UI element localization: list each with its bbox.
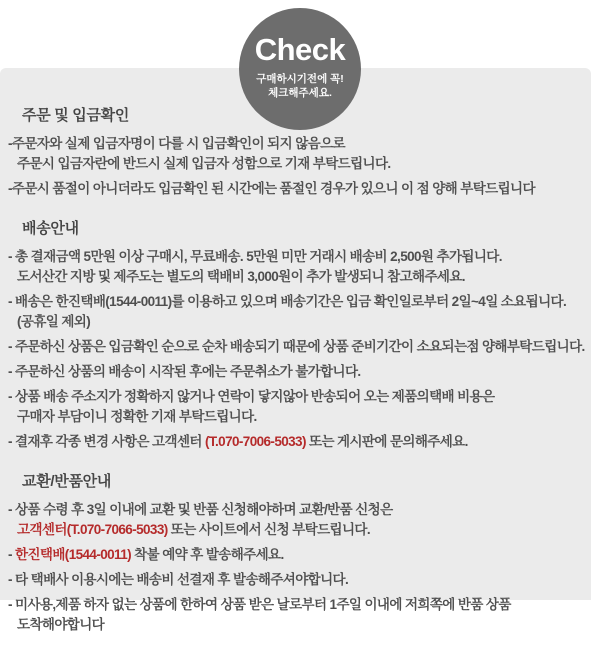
phone-number-highlight: 한진택배(1544-0011) <box>15 547 132 562</box>
notice-text: -주문자와 실제 입금자명이 다를 시 입금확인이 되지 않음으로 <box>8 136 345 151</box>
notice-line <box>8 545 596 565</box>
notice-text: 도서산간 지방 및 제주도는 별도의 택배비 3,000원이 추가 발생되니 참고해주세요. <box>17 269 465 284</box>
notice-text: - 상품 배송 주소지가 정확하지 않거나 연락이 닿지않아 반송되어 오는 제품의택배 비용은 <box>8 389 495 404</box>
notice-item <box>8 292 596 332</box>
notice-section-order-payment <box>8 104 596 199</box>
notice-section-shipping <box>8 217 596 452</box>
notice-item <box>8 595 596 635</box>
notice-text: -주문시 품절이 아니더라도 입금확인 된 시간에는 품절인 경우가 있으니 이 점 양해 부탁드립니다 <box>8 181 535 196</box>
section-heading-order-payment: 주문 및 입금확인 <box>22 107 130 124</box>
notice-section-exchange-return <box>8 470 596 635</box>
notice-item <box>8 362 596 382</box>
notice-line <box>8 362 596 382</box>
notice-text: - 미사용,제품 하자 없는 상품에 한하여 상품 받은 날로부터 1주일 이내에 저희쪽에 반품 상품 <box>8 597 511 612</box>
notice-line <box>8 570 596 590</box>
check-badge-subtitle-line1: 구매하시기전에 꼭! <box>256 73 344 85</box>
notice-text: 또는 게시판에 문의해주세요. <box>305 434 468 449</box>
notice-item <box>8 387 596 427</box>
notice-line <box>8 407 596 427</box>
notice-line <box>8 247 596 267</box>
notice-item <box>8 337 596 357</box>
notice-line <box>8 337 596 357</box>
check-badge-subtitle <box>239 72 361 100</box>
phone-number-highlight: 고객센터(T.070-7066-5033) <box>17 522 168 537</box>
notice-line <box>8 154 596 174</box>
notice-line <box>8 615 596 635</box>
notice-text: 구매자 부담이니 정확한 기재 부탁드립니다. <box>17 409 257 424</box>
check-badge-subtitle-line2: 체크해주세요. <box>268 87 332 99</box>
notice-item <box>8 134 596 174</box>
notice-line <box>8 500 596 520</box>
notice-text: - 배송은 한진택배(1544-0011)를 이용하고 있으며 배송기간은 입금 확인일로부터 2일~4일 소요됩니다. <box>8 294 567 309</box>
notice-line <box>8 292 596 312</box>
notice-text: 또는 사이트에서 신청 부탁드립니다. <box>167 522 371 537</box>
notice-item <box>8 500 596 540</box>
notice-line <box>8 312 596 332</box>
notice-text: 도착해야합니다 <box>17 617 105 632</box>
notice-text: - 총 결재금액 5만원 이상 구매시, 무료배송. 5만원 미만 거래시 배송비 2,500원 추가됩니다. <box>8 249 502 264</box>
notice-item <box>8 179 596 199</box>
notice-text: - 결재후 각종 변경 사항은 고객센터 <box>8 434 205 449</box>
notice-text: - 주문하신 상품의 배송이 시작된 후에는 주문취소가 불가합니다. <box>8 364 361 379</box>
notice-text: 주문시 입금자란에 반드시 실제 입금자 성함으로 기재 부탁드립니다. <box>17 156 391 171</box>
notice-line <box>8 595 596 615</box>
notice-sections <box>8 104 596 653</box>
notice-text: (공휴일 제외) <box>17 314 91 329</box>
notice-line <box>8 387 596 407</box>
notice-text: - <box>8 547 16 562</box>
notice-item <box>8 432 596 452</box>
notice-text: 착불 예약 후 발송해주세요. <box>131 547 284 562</box>
section-heading-exchange-return: 교환/반품안내 <box>22 473 112 490</box>
check-badge-title: Check <box>254 32 346 67</box>
phone-number-highlight: (T.070-7006-5033) <box>204 434 306 449</box>
notice-line <box>8 134 596 154</box>
notice-text: - 상품 수령 후 3일 이내에 교환 및 반품 신청해야하며 교환/반품 신청은 <box>8 502 393 517</box>
section-heading-shipping: 배송안내 <box>22 220 79 237</box>
notice-line <box>8 267 596 287</box>
notice-text: - 주문하신 상품은 입금확인 순으로 순차 배송되기 때문에 상품 준비기간이 소요되는점 양해부탁드립니다. <box>8 339 585 354</box>
notice-text: - 타 택배사 이용시에는 배송비 선결재 후 발송해주셔야합니다. <box>8 572 349 587</box>
notice-line <box>8 520 596 540</box>
notice-item <box>8 545 596 565</box>
notice-item <box>8 247 596 287</box>
notice-line <box>8 179 596 199</box>
notice-line <box>8 432 596 452</box>
notice-item <box>8 570 596 590</box>
